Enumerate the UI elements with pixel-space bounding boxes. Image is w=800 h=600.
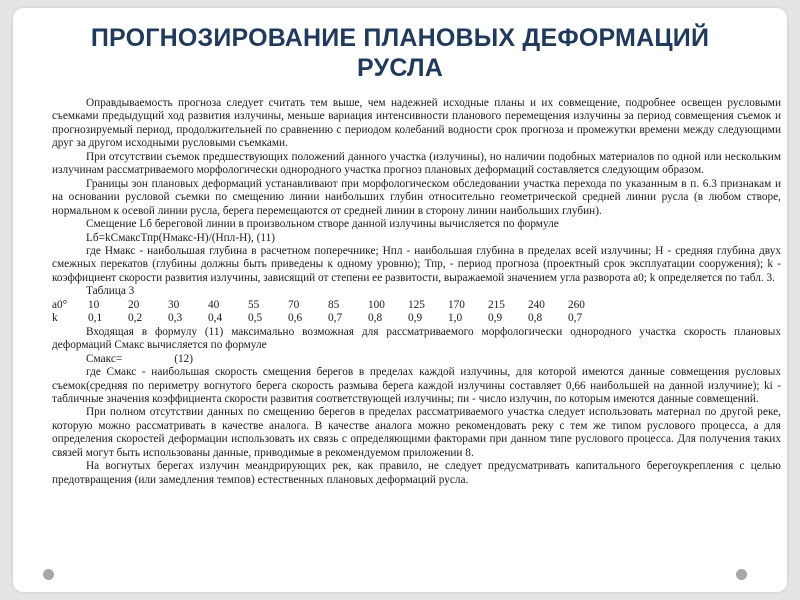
table-cell: 30 xyxy=(168,298,180,311)
paragraph-zone-boundaries: Границы зон плановых деформаций устанавливают при морфологическом обследовании участка перехода по указанным в п. 6.3 признакам и на основании русловой съемки по смещению линии наибольших глубин относительно геометрической средней линии русла (в любом створе, нормальном к осевой линии русла, берега перемещаются от средней линии в сторону линии наибольших глубин). xyxy=(52,177,781,217)
table-cell: 0,1 xyxy=(88,312,103,325)
table-cell: 0,9 xyxy=(408,312,423,325)
table-cell: 125 xyxy=(408,298,425,311)
table-cell: 215 xyxy=(488,298,505,311)
paragraph-shoreline-shift: Смещение Lб береговой линии в произвольном створе данной излучины вычисляется по формуле xyxy=(86,218,559,231)
table-row-header: a0° xyxy=(52,298,68,311)
formula-12-number: (12) xyxy=(174,352,194,365)
formula-12-label: Смакс= xyxy=(86,352,123,365)
table-cell: 55 xyxy=(248,298,260,311)
table-row-header: k xyxy=(52,312,58,325)
paragraph-forecast-reliability: Оправдываемость прогноза следует считать тем выше, чем надежней исходные планы и их совмещение, подробнее освещен русловыми съемками предыдущий ход развития излучины, меньше вариация интенсивности планового перемещения излучины за период совмещения съемок и прогнозируемый период, продолжительней по сравнению с периодом колебаний водности срок прогноза и промежутки времени между следующими друг за другом исходными русловыми съемками. xyxy=(52,97,781,150)
table-cell: 40 xyxy=(208,298,220,311)
paragraph-max-speed: Входящая в формулу (11) максимально возможная для рассматриваемого морфологически однородного участка скорость плановых деформаций Смакс вычисляется по формуле xyxy=(52,325,781,352)
decorative-dot-right xyxy=(736,569,747,580)
title-line-2: РУСЛА xyxy=(357,54,443,82)
table-cell: 85 xyxy=(328,298,340,311)
decorative-dot-left xyxy=(43,569,54,580)
table-cell: 10 xyxy=(88,298,100,311)
paragraph-analog-river: При полном отсутствии данных по смещению берегов в пределах рассматриваемого участка следует использовать материал по другой реке, которую можно рассматривать в качестве аналога. В качестве аналога можно рекомендовать реку с тем же типом руслового процесса, а для определения скоростей деформации использовать их связь с определяющими факторами при данном типе руслового процесса. Для получения таких связей могут быть использованы данные, приводимые в рекомендуемом приложении 8. xyxy=(52,406,781,459)
table-cell: 0,8 xyxy=(368,312,383,325)
table-caption: Таблица 3 xyxy=(86,285,135,298)
paragraph-meandering-banks: На вогнутых берегах излучин меандрирующих рек, как правило, не следует предусматривать капитального берегоукрепления с целью предотвращения (или замедления темпов) естественных плановых деформаций русла. xyxy=(52,460,781,486)
table-cell: 100 xyxy=(368,298,385,311)
paragraph-formula-11-legend: где Нмакс - наибольшая глубина в расчетном поперечнике; Нпл - наибольшая глубина в пределах всей излучины; Н - средняя глубина двух смежных перекатов (глубины должны быть приведены к одному уровню); Тпр, - период прогноза (проектный срок эксплуатации сооружения); k - коэффициент скорости развития излучины, зависящий от степени ее развитости, выражаемой значением угла разворота a0; k определяется по табл. 3. xyxy=(52,244,781,284)
table-cell: 170 xyxy=(448,298,465,311)
table-cell: 240 xyxy=(528,298,545,311)
table-row xyxy=(52,312,608,325)
table-cell: 0,9 xyxy=(488,312,503,325)
table-cell: 1,0 xyxy=(448,312,463,325)
table-cell: 0,5 xyxy=(248,312,263,325)
paragraph-no-surveys: При отсутствии съемок предшествующих положений данного участка (излучины), но наличии подобных материалов по одной или нескольким излучинам рассматриваемого морфологически однородного участка прогноз плановых деформаций составляется следующим образом. xyxy=(52,150,781,177)
table-cell: 0,4 xyxy=(208,312,223,325)
table-cell: 0,3 xyxy=(168,312,183,325)
table-cell: 0,2 xyxy=(128,312,143,325)
title-line-1: ПРОГНОЗИРОВАНИЕ ПЛАНОВЫХ ДЕФОРМАЦИЙ xyxy=(90,24,710,52)
table-cell: 0,6 xyxy=(288,312,303,325)
formula-11: Lб=kСмаксТпр(Нмакс-Н)/(Нпл-Н), (11) xyxy=(86,231,276,244)
table-cell: 260 xyxy=(568,298,585,311)
table-cell: 0,7 xyxy=(328,312,343,325)
table-cell: 0,8 xyxy=(528,312,543,325)
formula-12 xyxy=(52,353,781,366)
document-body xyxy=(52,97,781,487)
coefficient-table xyxy=(52,299,608,326)
table-cell: 20 xyxy=(128,298,140,311)
paragraph-formula-12-legend: где Смакс - наибольшая скорость смещения берегов в пределах каждой излучины, для которой имеются данные совмещения русловых съемок(средняя по периметру вогнутого берега скорость размыва берега каждой излучины составляет 0,66 наибольшей на данной излучине); ki - табличные значения коэффициента скорости развития соответствующей излучины; пи - число излучин, по которым имеются данные совмещений. xyxy=(52,366,781,405)
page-title xyxy=(0,23,800,83)
table-cell: 0,7 xyxy=(568,312,583,325)
table-cell: 70 xyxy=(288,298,300,311)
table-row xyxy=(52,299,608,312)
